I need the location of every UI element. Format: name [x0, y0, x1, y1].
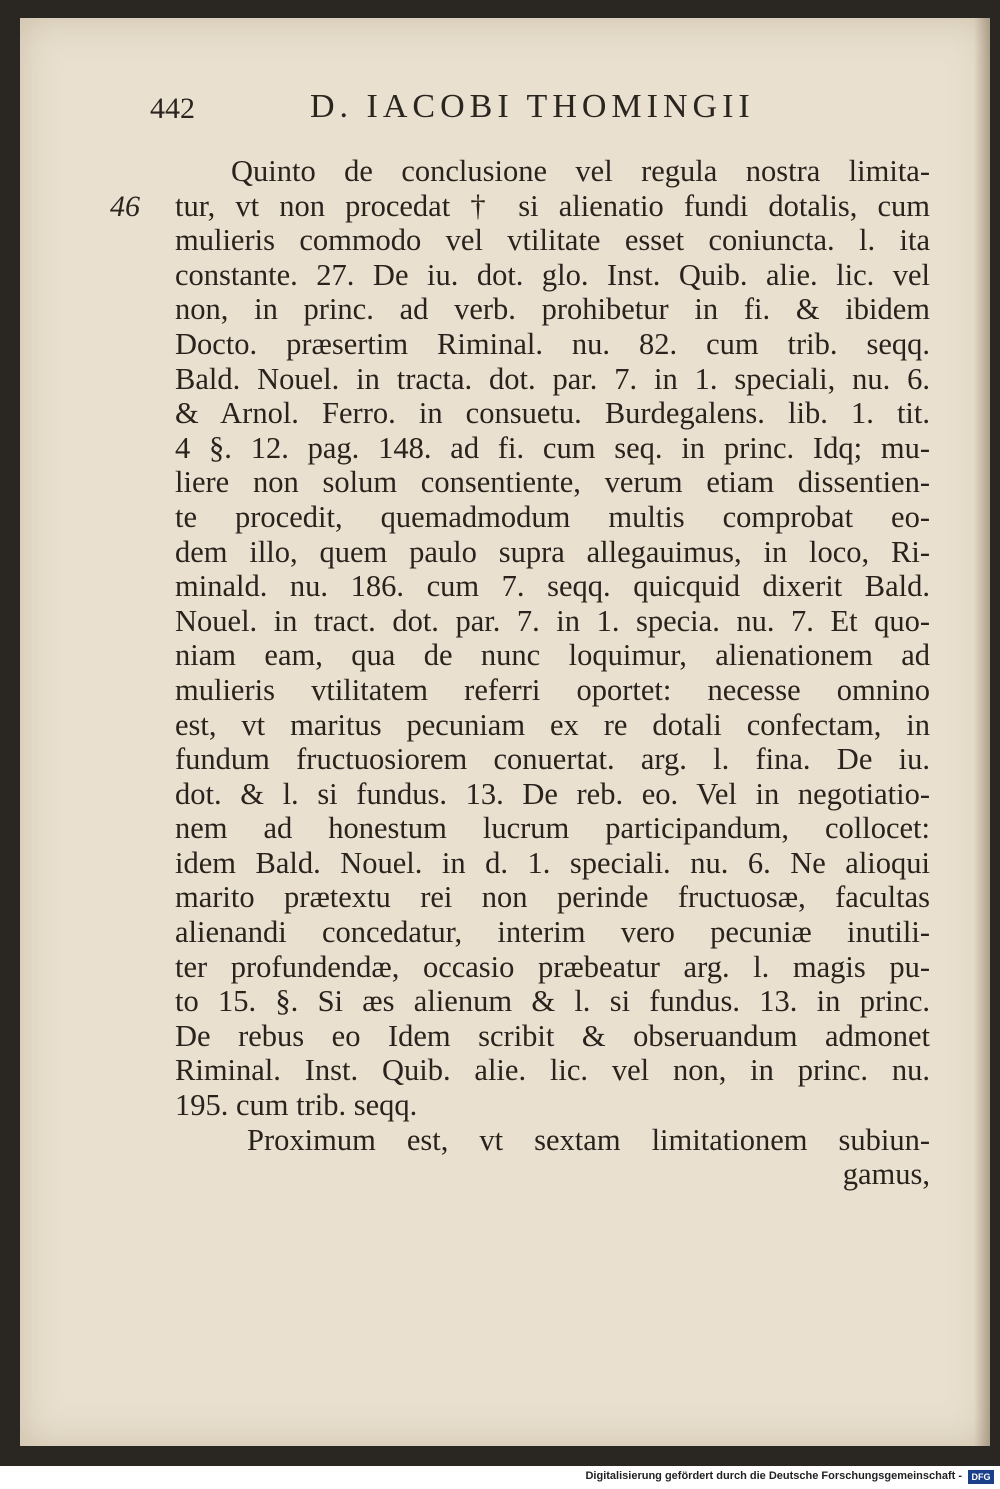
page-edge-shadow [974, 18, 990, 1446]
text-line: 195. cum trib. seqq. [175, 1088, 418, 1123]
text-line: Proximum est, vt sextam limitationem subiun- [247, 1122, 930, 1157]
digitization-footer [0, 1466, 1000, 1489]
text-line: dot. & l. si fundus. 13. De reb. eo. Vel in negotiatio- [175, 776, 930, 811]
text-line: 4 §. 12. pag. 148. ad fi. cum seq. in princ. Idq; mu- [175, 430, 930, 465]
text-line: idem Bald. Nouel. in d. 1. speciali. nu. 6. Ne alioqui [175, 845, 930, 880]
running-head: D. IACOBI THOMINGII [310, 88, 755, 125]
dfg-logo-icon: DFG [968, 1470, 994, 1484]
text-line: liere non solum consentiente, verum etiam dissentien- [175, 465, 930, 500]
text-line: Nouel. in tract. dot. par. 7. in 1. specia. nu. 7. Et quo- [175, 603, 930, 638]
text-line: & Arnol. Ferro. in consuetu. Burdegalens. lib. 1. tit. [175, 396, 930, 431]
margin-note: 46 [110, 190, 140, 223]
text-line: Quinto de conclusione vel regula nostra limita- [231, 154, 930, 188]
text-line: te procedit, quemadmodum multis comprobat eo- [175, 499, 930, 534]
text-line: tur, vt non procedat † si alienatio fundi dotalis, cum [175, 188, 930, 223]
text-line: nem ad honestum lucrum participandum, collocet: [175, 811, 930, 846]
text-line: Bald. Nouel. in tracta. dot. par. 7. in 1. speciali, nu. 6. [175, 361, 930, 396]
text-line: to 15. §. Si æs alienum & l. si fundus. 13. in princ. [175, 984, 930, 1019]
text-line: mulieris vtilitatem referri oportet: necesse omnino [175, 672, 930, 707]
catchword: gamus, [842, 1157, 930, 1192]
text-line: ter profundendæ, occasio præbeatur arg. l. magis pu- [175, 949, 930, 984]
text-line: Riminal. Inst. Quib. alie. lic. vel non, in princ. nu. [175, 1053, 930, 1088]
page-number: 442 [150, 92, 195, 125]
text-line: fundum fructuosiorem conuertat. arg. l. fina. De iu. [175, 742, 930, 777]
text-line: minald. nu. 186. cum 7. seqq. quicquid dixerit Bald. [175, 569, 930, 604]
funding-credit: Digitalisierung gefördert durch die Deutsche Forschungsgemeinschaft - [585, 1470, 962, 1482]
body-text [175, 154, 930, 1192]
text-line: est, vt maritus pecuniam ex re dotali confectam, in [175, 707, 930, 742]
text-line: De rebus eo Idem scribit & obseruandum admonet [175, 1018, 930, 1053]
text-line: mulieris commodo vel vtilitate esset coniuncta. l. ita [175, 223, 930, 258]
text-line: alienandi concedatur, interim vero pecuniæ inutili- [175, 915, 930, 950]
text-line: Docto. præsertim Riminal. nu. 82. cum trib. seqq. [175, 326, 930, 361]
text-line: constante. 27. De iu. dot. glo. Inst. Quib. alie. lic. vel [175, 257, 930, 292]
text-line: marito prætextu rei non perinde fructuosæ, facultas [175, 880, 930, 915]
text-line: niam eam, qua de nunc loquimur, alienationem ad [175, 638, 930, 673]
text-line: dem illo, quem paulo supra allegauimus, in loco, Ri- [175, 534, 930, 569]
text-line: non, in princ. ad verb. prohibetur in fi. & ibidem [175, 292, 930, 327]
page-header [150, 84, 850, 134]
